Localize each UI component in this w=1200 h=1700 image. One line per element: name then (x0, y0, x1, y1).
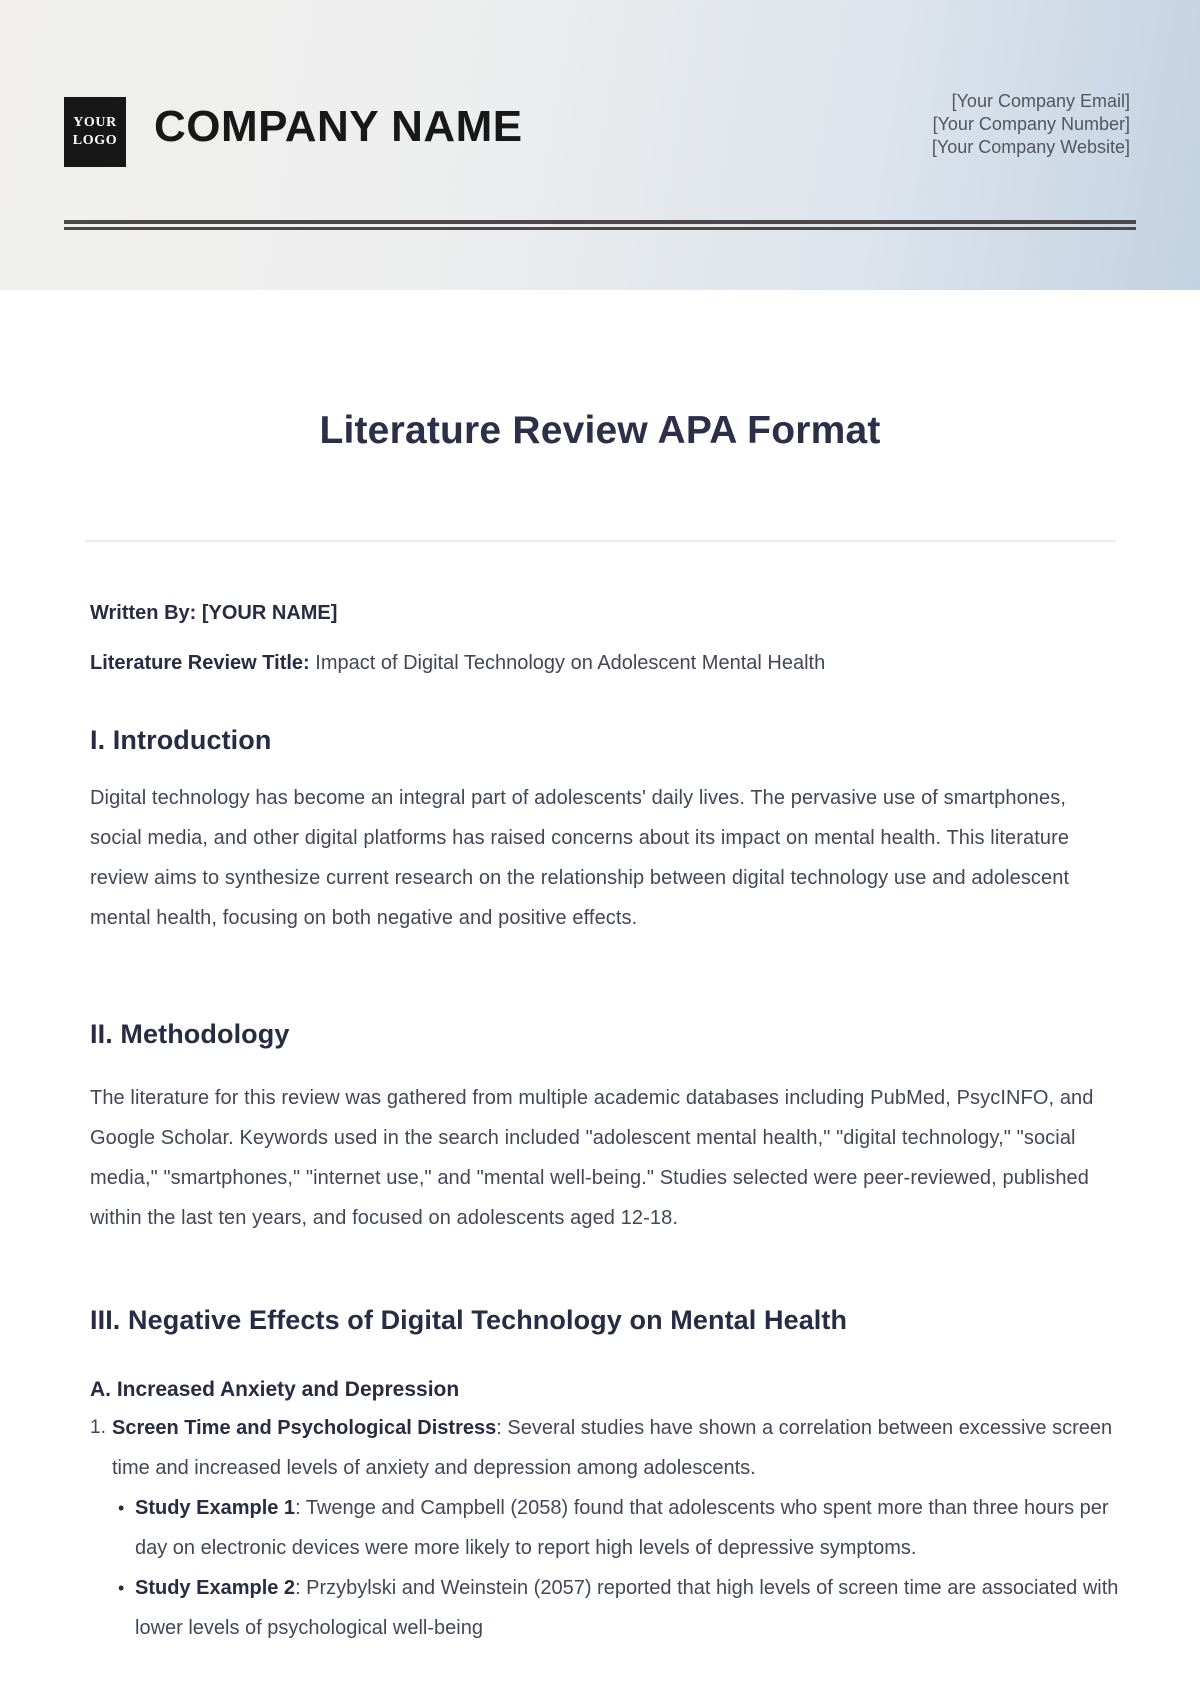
bullet-icon: • (118, 1578, 125, 1598)
review-title-line (90, 650, 1120, 676)
contact-website: [Your Company Website] (931, 137, 1130, 157)
bullet-list (90, 1488, 1120, 1648)
written-by-line (90, 600, 1120, 626)
bullet-body (135, 1488, 1120, 1568)
bullet-body (135, 1568, 1120, 1648)
bullet-text-study-2: : Przybylski and Weinstein (2057) reported that high levels of screen time are associated with lower levels of psychological well-being (135, 1577, 1119, 1639)
bullet-icon: • (118, 1498, 125, 1518)
section-heading-methodology: II. Methodology (90, 1019, 290, 1049)
logo-text-line2: LOGO (72, 133, 118, 148)
page-title: Literature Review APA Format (319, 409, 881, 452)
methodology-paragraph: The literature for this review was gathered from multiple academic databases including PubMed, PsycINFO, and Google Scholar. Keywords used in the search included "adolescent mental health," "digital technology," "social media," "smartphones," "internet use," and "mental well-being." Studies selected were peer-reviewed, published within the last ten years, and focused on adolescents aged 12-18. (90, 1087, 1094, 1229)
subsection-heading-anxiety-depression: A. Increased Anxiety and Depression (90, 1378, 460, 1401)
list-item-number: 1. (90, 1417, 106, 1438)
list-item-text: : Several studies have shown a correlation between excessive screen time and increased levels of anxiety and depression among adolescents. (112, 1417, 1113, 1479)
company-logo (64, 97, 126, 167)
list-item-label: Screen Time and Psychological Distress (112, 1417, 497, 1439)
introduction-paragraph: Digital technology has become an integral part of adolescents' daily lives. The pervasive use of smartphones, social media, and other digital platforms has raised concerns about its impact on mental health. This literature review aims to synthesize current research on the relationship between digital technology use and adolescent mental health, focusing on both negative and positive effects. (90, 787, 1070, 929)
contact-email: [Your Company Email] (951, 91, 1130, 111)
list-item-body (112, 1408, 1120, 1488)
written-by-value: [YOUR NAME] (196, 602, 338, 624)
contact-info (932, 90, 1130, 159)
section-heading-introduction: I. Introduction (90, 725, 272, 755)
review-title-value: Impact of Digital Technology on Adolescent Mental Health (309, 652, 826, 674)
bullet-item-study-2 (118, 1568, 1120, 1648)
numbered-list (90, 1408, 1120, 1648)
list-item-1 (90, 1408, 1120, 1488)
bullet-text-study-1: : Twenge and Campbell (2058) found that adolescents who spent more than three hours per day on electronic devices were more likely to report high levels of depressive symptoms. (135, 1497, 1109, 1559)
logo-text-line1: YOUR (73, 115, 117, 130)
header-double-rule (64, 220, 1136, 230)
company-name: COMPANY NAME (154, 102, 523, 151)
written-by-label: Written By: (90, 602, 197, 624)
bullet-item-study-1 (118, 1488, 1120, 1568)
bullet-label-study-1: Study Example 1 (135, 1497, 296, 1519)
bullet-label-study-2: Study Example 2 (135, 1577, 296, 1599)
review-title-label: Literature Review Title: (90, 652, 310, 674)
letterhead (0, 0, 1200, 290)
title-divider (85, 540, 1116, 542)
section-heading-negative-effects: III. Negative Effects of Digital Technology on Mental Health (90, 1305, 848, 1335)
contact-number: [Your Company Number] (932, 114, 1130, 134)
